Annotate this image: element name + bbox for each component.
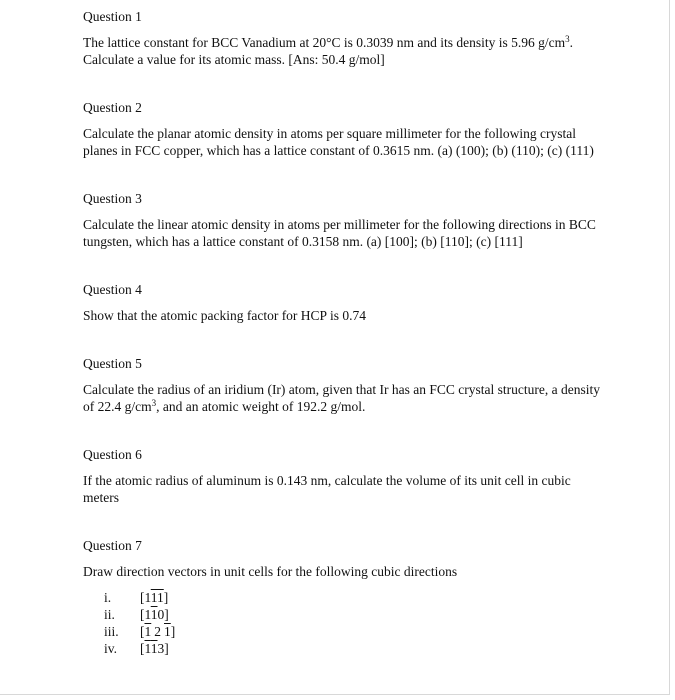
direction-index	[140, 606, 169, 623]
question-5-text	[83, 381, 603, 415]
list-item	[83, 623, 603, 640]
question-7-title: Question 7	[83, 538, 142, 553]
question-4	[83, 282, 603, 324]
direction-digit-overbar: 1	[150, 607, 158, 622]
question-1-text-part: The lattice constant for BCC Vanadium at 20°C is 0.3039 nm and its density is 5.96 g/cm	[83, 35, 566, 50]
question-3-text-line2: tungsten, which has a lattice constant of 0.3158 nm. (a) [100]; (b) [110]; (c) [111]	[83, 234, 523, 249]
direction-digit: 3	[157, 641, 165, 656]
question-5	[83, 356, 603, 415]
question-2-text	[83, 125, 603, 159]
question-7-text-line1: Draw direction vectors in unit cells for the following cubic directions	[83, 564, 458, 579]
direction-digit: 2	[154, 624, 161, 639]
direction-digit-overbar: 1	[144, 641, 151, 656]
superscript-3: 3	[565, 34, 570, 44]
question-5-text-line2-part: of 22.4 g/cm	[83, 399, 152, 414]
question-6-text-line2: meters	[83, 490, 119, 505]
direction-list	[83, 589, 603, 657]
direction-digit: 0	[157, 607, 165, 622]
question-7	[83, 538, 603, 657]
question-2	[83, 100, 603, 159]
question-1	[83, 9, 603, 68]
direction-digit-overbar: 1	[164, 624, 171, 639]
question-3-text	[83, 216, 603, 250]
list-numeral: iv.	[104, 641, 117, 656]
list-item	[83, 589, 603, 606]
direction-digit-overbar: 1	[144, 624, 152, 639]
bracket-close: ]	[164, 641, 169, 656]
list-item	[83, 606, 603, 623]
bracket-open: [	[140, 590, 145, 605]
question-2-text-line1: Calculate the planar atomic density in atoms per square millimeter for the following crystal	[83, 126, 576, 141]
list-item	[83, 640, 603, 657]
question-2-text-line2: planes in FCC copper, which has a lattice constant of 0.3615 nm. (a) (100); (b) (110); (c) (111)	[83, 143, 594, 158]
question-4-text-line1: Show that the atomic packing factor for HCP is 0.74	[83, 308, 366, 323]
question-5-text-line1: Calculate the radius of an iridium (Ir) atom, given that Ir has an FCC crystal structure, a density	[83, 382, 600, 397]
question-6-text	[83, 472, 603, 506]
question-3-title: Question 3	[83, 191, 142, 206]
question-3-text-line1: Calculate the linear atomic density in atoms per millimeter for the following directions in BCC	[83, 217, 596, 232]
bracket-close: ]	[163, 590, 169, 605]
question-6	[83, 447, 603, 506]
question-2-title: Question 2	[83, 100, 142, 115]
direction-digit: 1	[144, 590, 151, 605]
list-numeral: iii.	[104, 624, 119, 639]
direction-index	[140, 589, 168, 606]
question-5-title: Question 5	[83, 356, 142, 371]
direction-digit-overbar: 1	[157, 590, 164, 605]
question-4-text	[83, 307, 603, 324]
question-1-title: Question 1	[83, 9, 142, 24]
list-numeral: i.	[104, 590, 112, 605]
question-4-title: Question 4	[83, 282, 142, 297]
list-numeral: ii.	[104, 607, 115, 622]
direction-index	[140, 640, 169, 657]
direction-digit-overbar: 1	[150, 641, 158, 656]
direction-digit: 1	[144, 607, 151, 622]
bracket-open: [	[140, 607, 145, 622]
question-5-text-line2-rest: , and an atomic weight of 192.2 g/mol.	[156, 399, 366, 414]
question-6-text-line1: If the atomic radius of aluminum is 0.143 nm, calculate the volume of its unit cell in cubic	[83, 473, 571, 488]
question-7-text	[83, 563, 603, 580]
direction-digit-overbar: 1	[150, 590, 157, 605]
bracket-open: [	[140, 624, 145, 639]
question-1-text-line2: Calculate a value for its atomic mass. [Ans: 50.4 g/mol]	[83, 52, 385, 67]
question-6-title: Question 6	[83, 447, 142, 462]
bracket-open: [	[140, 641, 145, 656]
question-1-text	[83, 34, 603, 68]
question-1-text-period: .	[569, 35, 573, 50]
bracket-close: ]	[170, 624, 176, 639]
direction-index	[140, 623, 175, 640]
question-3	[83, 191, 603, 250]
bracket-close: ]	[164, 607, 169, 622]
superscript-3: 3	[151, 398, 157, 408]
